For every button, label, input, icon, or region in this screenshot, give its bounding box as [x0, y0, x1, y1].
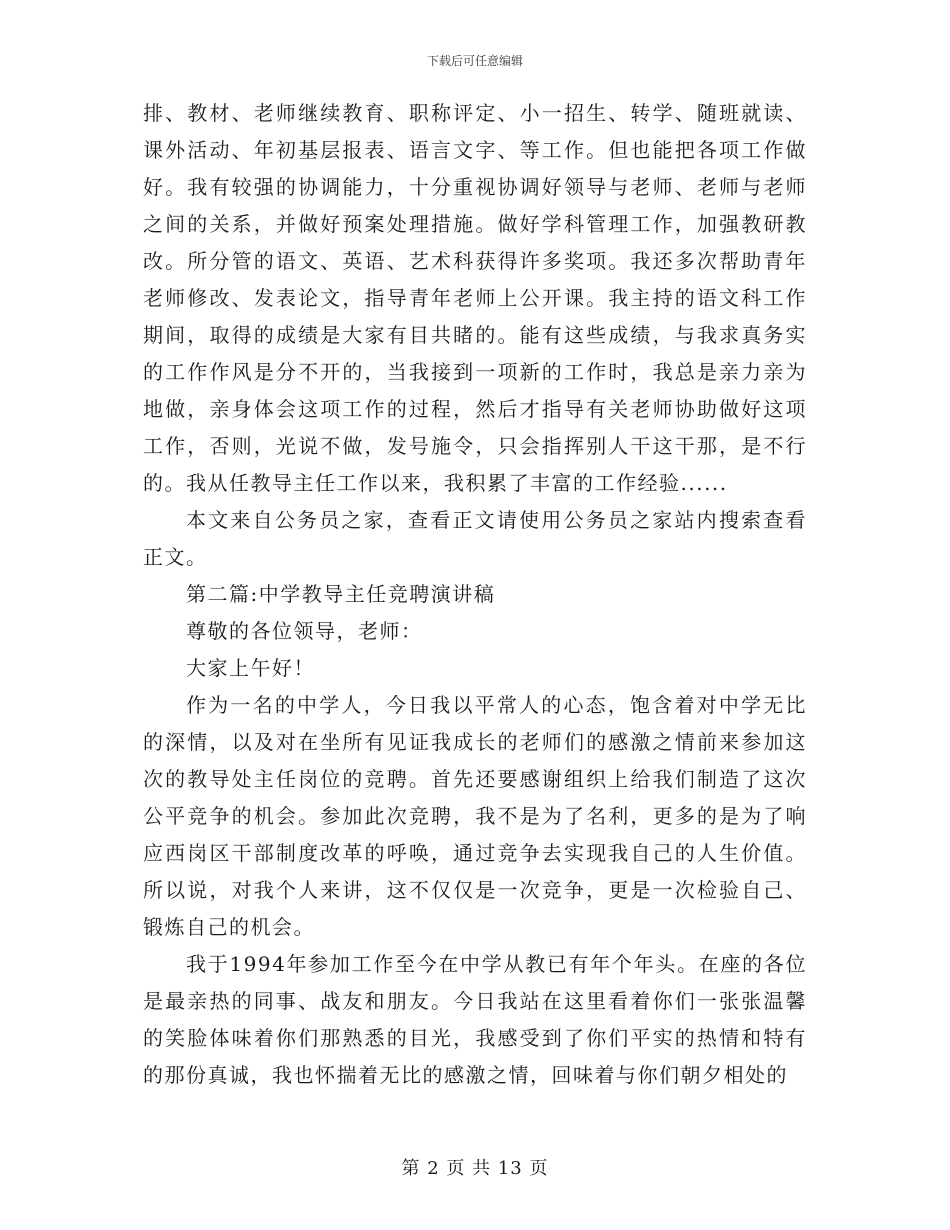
page-header: 下载后可任意编辑 — [426, 54, 523, 68]
greeting: 大家上午好！ — [186, 656, 315, 680]
document-body — [143, 95, 807, 1094]
paragraph: 本文来自公务员之家，查看正文请使用公务员之家站内搜索查看正文。 — [143, 508, 807, 569]
page-footer: 第 2 页 共 13 页 — [401, 1158, 549, 1179]
section-title: 第二篇:中学教导主任竞聘演讲稿 — [186, 582, 496, 606]
salutation: 尊敬的各位领导，老师： — [186, 619, 423, 643]
paragraph: 排、教材、老师继续教育、职称评定、小一招生、转学、随班就读、课外活动、年初基层报表、语言文字、等工作。但也能把各项工作做好。我有较强的协调能力，十分重视协调好领导与老师、老师与老师之间的关系，并做好预案处理措施。做好学科管理工作，加强教研教改。所分管的语文、英语、艺术科获得许多奖项。我还多次帮助青年老师修改、发表论文，指导青年老师上公开课。我主持的语文科工作期间，取得的成绩是大家有目共睹的。能有这些成绩，与我求真务实的工作作风是分不开的，当我接到一项新的工作时，我总是亲力亲为地做，亲身体会这项工作的过程，然后才指导有关老师协助做好这项工作，否则，光说不做，发号施令，只会指挥别人干这干那，是不行的。我从任教导主任工作以来，我积累了丰富的工作经验...... — [143, 101, 807, 495]
paragraph: 作为一名的中学人，今日我以平常人的心态，饱含着对中学无比的深情，以及对在坐所有见证我成长的老师们的感激之情前来参加这次的教导处主任岗位的竞聘。首先还要感谢组织上给我们制造了这次公平竞争的机会。参加此次竞聘，我不是为了名利，更多的是为了响应西岗区干部制度改革的呼唤，通过竞争去实现我自己的人生价值。所以说，对我个人来讲，这不仅仅是一次竞争，更是一次检验自己、锻炼自己的机会。 — [143, 693, 807, 939]
paragraph: 我于1994年参加工作至今在中学从教已有年个年头。在座的各位是最亲热的同事、战友和朋友。今日我站在这里看着你们一张张温馨的笑脸体味着你们那熟悉的目光，我感受到了你们平实的热情和特有的那份真诚，我也怀揣着无比的感激之情，回味着与你们朝夕相处的 — [143, 952, 807, 1087]
